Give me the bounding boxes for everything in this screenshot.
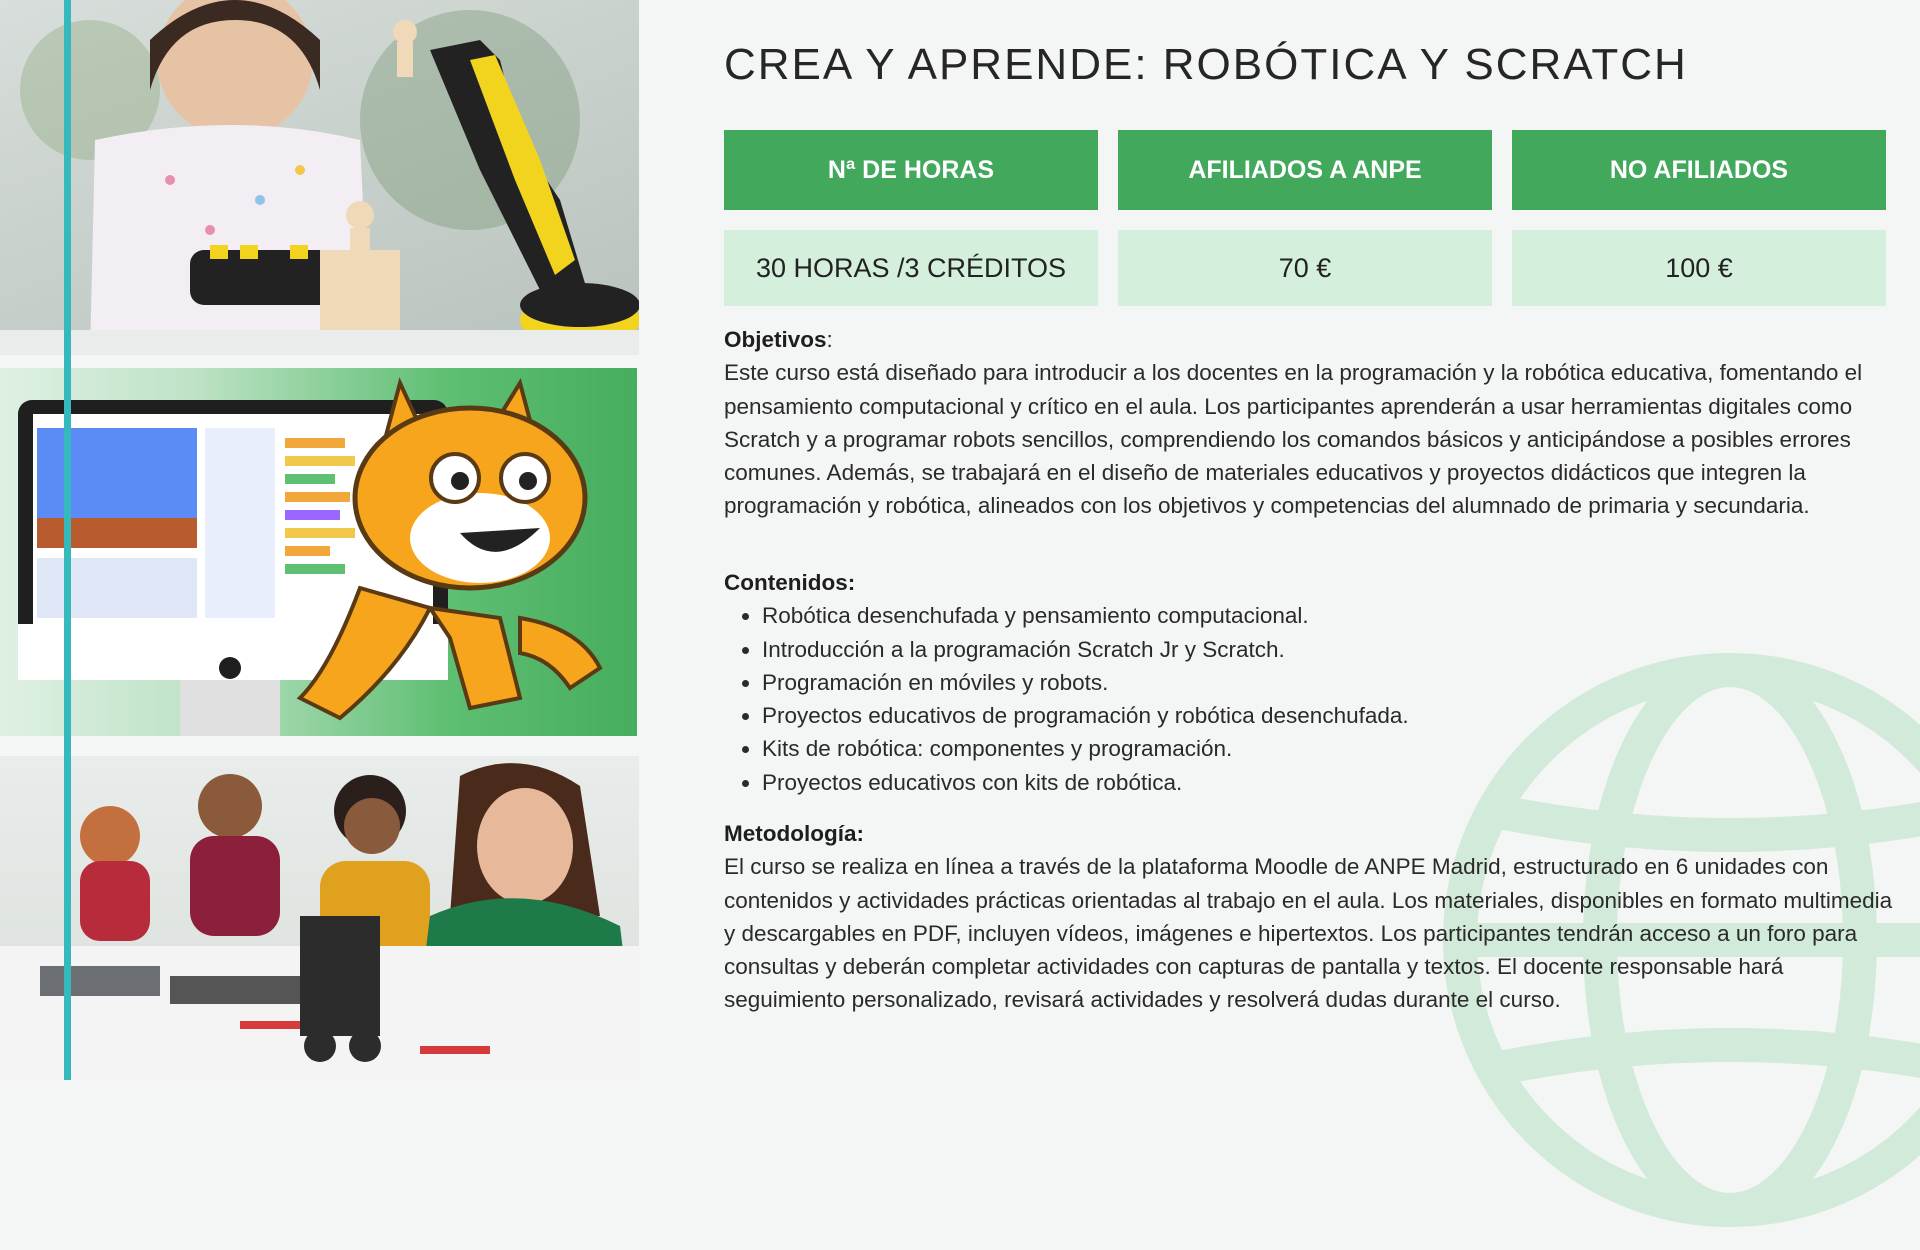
contents-heading: Contenidos: (724, 570, 856, 595)
methodology-heading: Metodología: (724, 821, 864, 846)
table-header-non-affiliated: NO AFILIADOS (1512, 130, 1886, 210)
girl-robot-arm-photo (0, 0, 639, 355)
contents-list (724, 599, 1904, 799)
list-item: • Kits de robótica: componentes y programación. (762, 732, 1904, 765)
list-item: • Programación en móviles y robots. (762, 666, 1904, 699)
table-value-non-affiliated-price: 100 € (1512, 230, 1886, 306)
objectives-section (724, 323, 1904, 523)
methodology-section (724, 817, 1904, 1017)
objectives-heading: Objetivos (724, 327, 827, 352)
table-header-affiliated: AFILIADOS A ANPE (1118, 130, 1492, 210)
table-value-hours: 30 HORAS /3 CRÉDITOS (724, 230, 1098, 306)
table-value-affiliated-price: 70 € (1118, 230, 1492, 306)
list-item: • Robótica desenchufada y pensamiento computacional. (762, 599, 1904, 632)
scratch-cat-illustration (0, 368, 637, 736)
girl-robot-arm-illustration (0, 0, 639, 355)
contents-section (724, 566, 1904, 799)
objectives-text: Este curso está diseñado para introducir a los docentes en la programación y la robótica educativa, fomentando el pensamiento computacional y crítico en el aula. Los participantes aprenderán a usar herramientas digitales como Scratch y a programar robots sencillos, comprendiendo los comandos básicos y anticipándose a posibles errores comunes. Además, se trabajará en el diseño de materiales educativos y proyectos didácticos que integren la programación y robótica, alineados con los objetivos y competencias del alumnado de primaria y secundaria. (724, 360, 1863, 519)
methodology-text: El curso se realiza en línea a través de la plataforma Moodle de ANPE Madrid, estructurado en 6 unidades con contenidos y actividades prácticas orientadas al trabajo en el aula. Los materiales, disponibles en formato multimedia y descargables en PDF, incluyen vídeos, imágenes e hipertextos. Los participantes tendrán acceso a un foro para consultas y deberán completar actividades con capturas de pantalla y textos. El docente responsable hará seguimiento personalizado, revisará actividades y resolverá dudas durante el curso. (724, 854, 1893, 1013)
table-header-hours: Nª DE HORAS (724, 130, 1098, 210)
list-item: • Proyectos educativos de programación y robótica desenchufada. (762, 699, 1904, 732)
kids-robotics-illustration (0, 756, 639, 1080)
list-item: • Proyectos educativos con kits de robótica. (762, 766, 1904, 799)
list-item: • Introducción a la programación Scratch Jr y Scratch. (762, 633, 1904, 666)
scratch-cat-monitor-photo (0, 368, 637, 736)
page-title: CREA Y APRENDE: ROBÓTICA Y SCRATCH (724, 40, 1688, 89)
accent-vertical-line (64, 0, 71, 1080)
objectives-colon: : (826, 327, 833, 352)
kids-robotics-class-photo (0, 756, 639, 1080)
